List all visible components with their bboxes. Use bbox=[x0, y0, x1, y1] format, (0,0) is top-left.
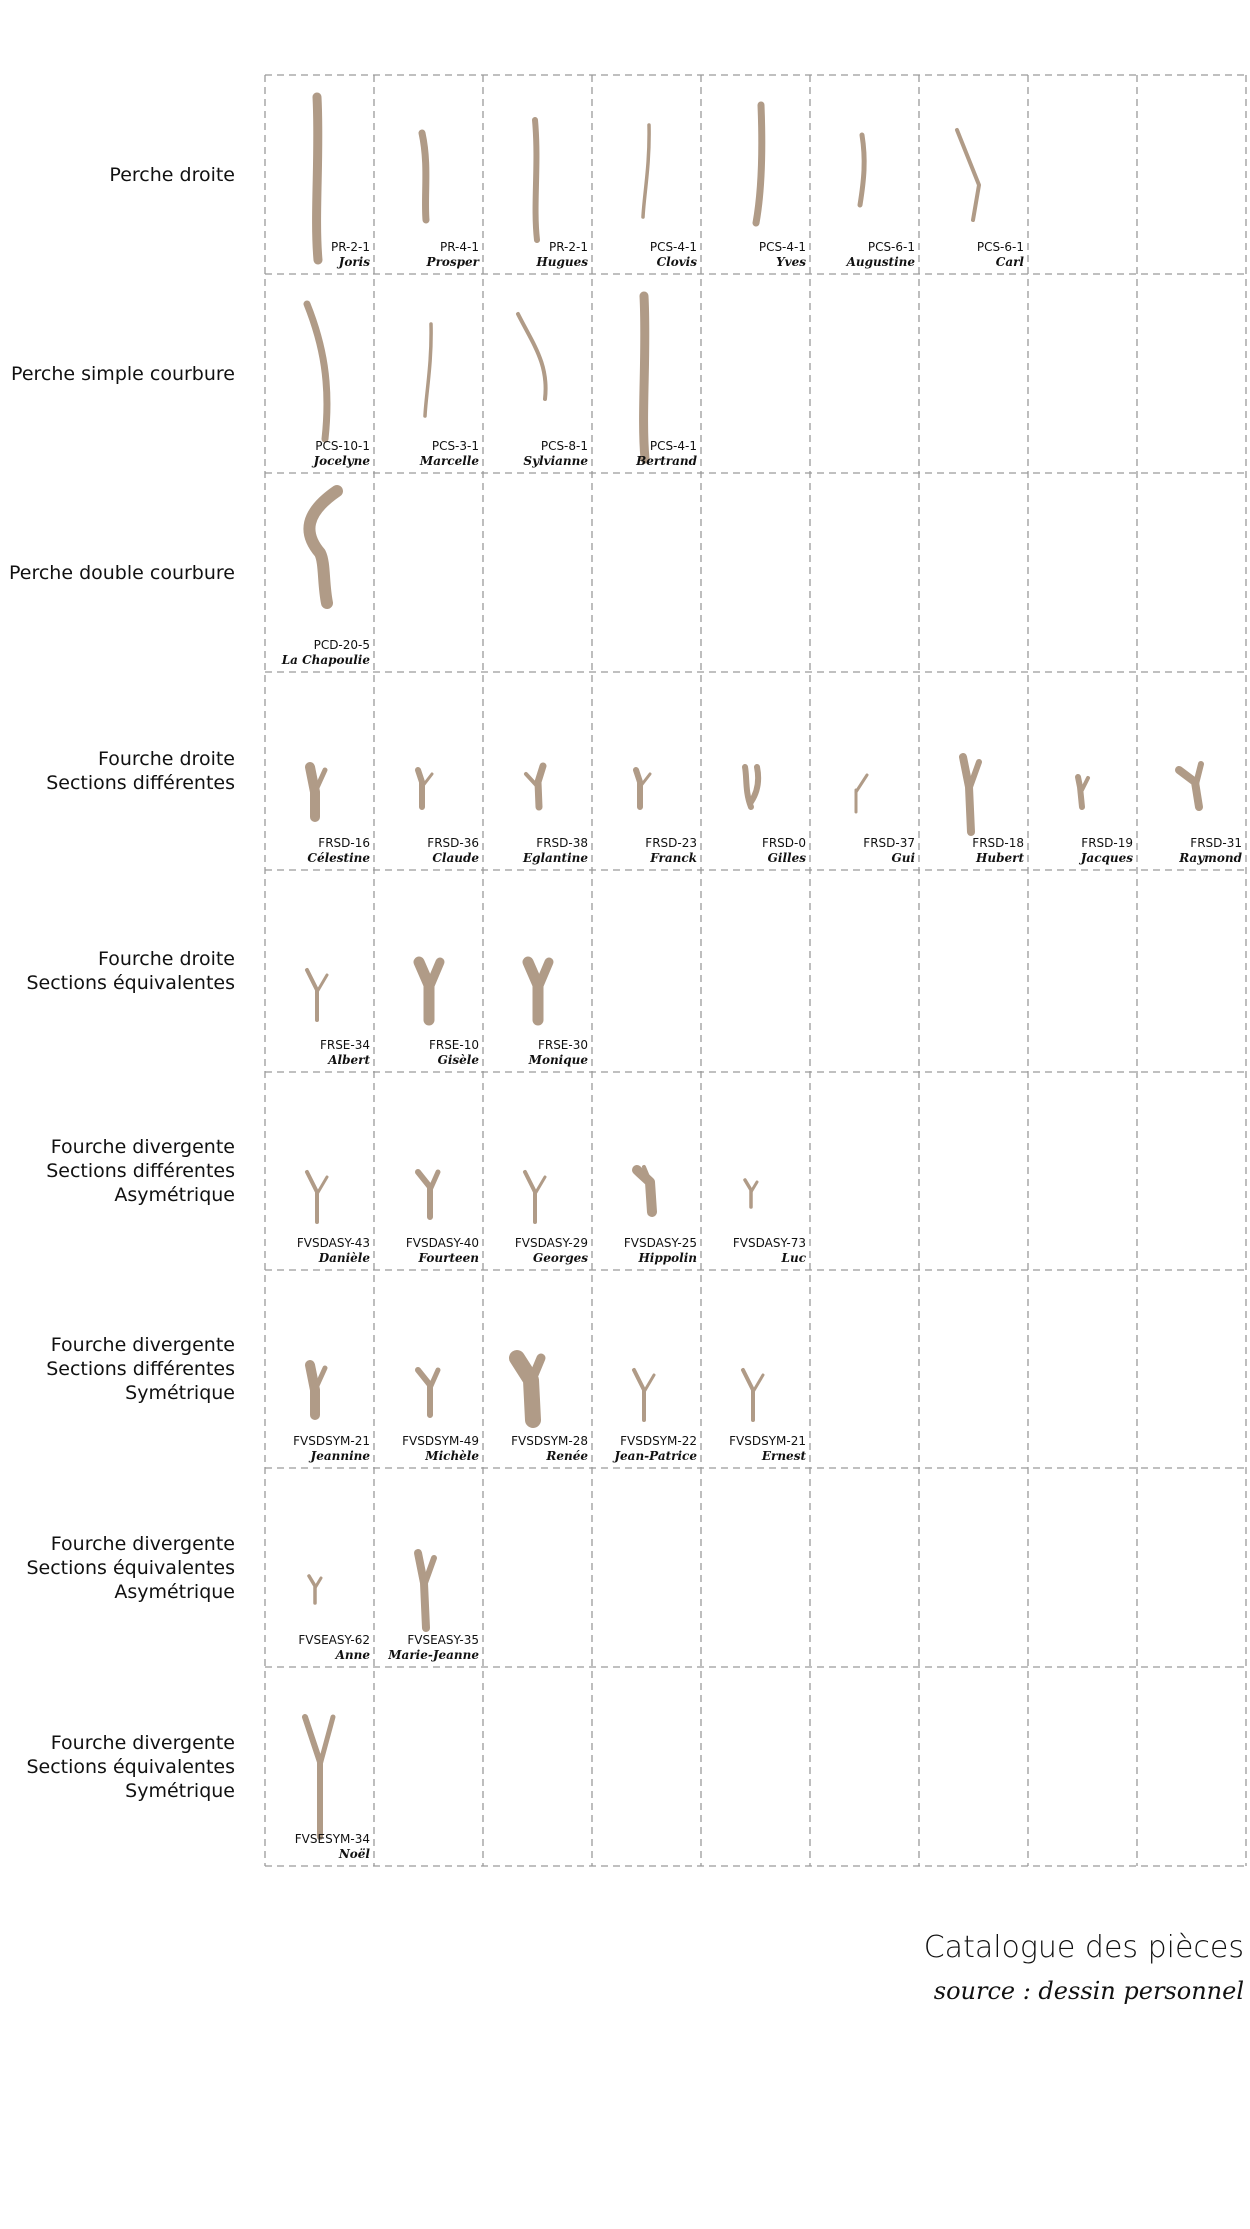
piece-name: Marcelle bbox=[419, 454, 479, 468]
piece-label bbox=[374, 1236, 479, 1266]
branch-stroke bbox=[636, 770, 640, 807]
piece-name: Jocelyne bbox=[313, 454, 370, 468]
piece-code: FRSD-0 bbox=[761, 836, 806, 850]
piece-label bbox=[592, 240, 697, 270]
piece-label bbox=[592, 1236, 697, 1266]
branch-stroke bbox=[753, 1375, 763, 1392]
piece-code: PCS-3-1 bbox=[431, 439, 479, 453]
piece-name: La Chapoulie bbox=[281, 653, 370, 667]
piece-label bbox=[265, 1434, 370, 1464]
piece-label bbox=[592, 836, 697, 866]
branch-stroke bbox=[425, 1558, 434, 1583]
caption bbox=[924, 1930, 1244, 2005]
branch-drawing bbox=[636, 770, 650, 807]
branch-stroke bbox=[970, 762, 979, 787]
branch-drawing bbox=[518, 314, 546, 399]
piece-name: Danièle bbox=[318, 1251, 370, 1265]
piece-label bbox=[265, 1832, 370, 1862]
piece-code: FVSDSYM-28 bbox=[511, 1434, 588, 1448]
piece-name: Georges bbox=[533, 1251, 588, 1265]
branch-stroke bbox=[418, 1172, 430, 1217]
branch-stroke bbox=[307, 1172, 317, 1222]
piece-name: Clovis bbox=[656, 255, 697, 269]
branch-stroke bbox=[1196, 764, 1201, 784]
branch-stroke bbox=[745, 1180, 751, 1207]
caption-source: source : dessin personnel bbox=[933, 1977, 1244, 2005]
piece-code: PCS-4-1 bbox=[649, 240, 697, 254]
piece-name: Marie-Jeanne bbox=[388, 1648, 479, 1662]
branch-stroke bbox=[751, 1182, 757, 1192]
piece-label bbox=[701, 240, 806, 270]
piece-code: FVSDSYM-21 bbox=[729, 1434, 806, 1448]
branch-stroke bbox=[422, 133, 426, 220]
piece-code: FRSE-10 bbox=[428, 1038, 479, 1052]
piece-label bbox=[919, 836, 1024, 866]
piece-code: FRSD-38 bbox=[536, 836, 588, 850]
branch-stroke bbox=[418, 770, 422, 807]
piece-label bbox=[265, 439, 370, 469]
piece-name: Gisèle bbox=[437, 1053, 479, 1067]
branch-stroke bbox=[963, 757, 971, 832]
caption-title: Catalogue des pièces bbox=[923, 1930, 1244, 1965]
piece-name: Joris bbox=[338, 255, 370, 269]
row-label: Perche simple courbure bbox=[11, 362, 235, 385]
branch-stroke bbox=[429, 962, 440, 988]
piece-code: FRSD-16 bbox=[318, 836, 370, 850]
branch-drawing bbox=[517, 1358, 541, 1420]
branch-stroke bbox=[644, 1375, 654, 1392]
piece-name: Yves bbox=[776, 255, 806, 269]
piece-label bbox=[265, 638, 370, 668]
branch-drawing bbox=[307, 970, 327, 1020]
row-label: Perche droite bbox=[109, 163, 235, 186]
branch-drawing bbox=[425, 324, 431, 416]
piece-name: Célestine bbox=[307, 851, 370, 865]
piece-code: PCS-6-1 bbox=[867, 240, 915, 254]
branch-stroke bbox=[531, 1358, 541, 1382]
branch-stroke bbox=[517, 1358, 533, 1420]
branch-stroke bbox=[315, 1578, 321, 1588]
branch-stroke bbox=[538, 962, 549, 988]
branch-drawing bbox=[1179, 764, 1201, 807]
piece-code: FVSDASY-29 bbox=[514, 1236, 588, 1250]
piece-label bbox=[265, 1236, 370, 1266]
piece-label bbox=[483, 1434, 588, 1464]
row-label: Fourche droite Sections équivalentes bbox=[26, 948, 235, 994]
piece-name: Renée bbox=[546, 1449, 588, 1463]
piece-label bbox=[374, 439, 479, 469]
branch-drawing bbox=[309, 1576, 321, 1603]
piece-label bbox=[265, 1038, 370, 1068]
piece-name: Jean-Patrice bbox=[614, 1449, 697, 1463]
branch-drawing bbox=[756, 105, 762, 223]
piece-code: FVSDSYM-21 bbox=[293, 1434, 370, 1448]
piece-name: Michèle bbox=[425, 1449, 479, 1463]
branch-drawing bbox=[418, 1553, 434, 1628]
branch-drawing bbox=[535, 120, 537, 240]
piece-label bbox=[374, 1038, 479, 1068]
piece-label bbox=[374, 240, 479, 270]
branch-stroke bbox=[317, 975, 327, 992]
piece-code: FVSDSYM-49 bbox=[402, 1434, 479, 1448]
piece-name: Sylvianne bbox=[523, 454, 588, 468]
piece-code: FRSD-37 bbox=[863, 836, 915, 850]
branch-drawing bbox=[963, 757, 979, 832]
row-label: Fourche divergente Sections différentes Asymétrique bbox=[46, 1136, 235, 1206]
branch-stroke bbox=[430, 1370, 438, 1388]
branch-drawing bbox=[526, 766, 543, 807]
branch-stroke bbox=[1078, 777, 1082, 807]
piece-name: Jacques bbox=[1080, 851, 1133, 865]
piece-label bbox=[919, 240, 1024, 270]
branch-stroke bbox=[957, 130, 979, 220]
branch-stroke bbox=[317, 97, 318, 260]
branch-drawing bbox=[745, 767, 758, 807]
piece-name: Augustine bbox=[846, 255, 915, 269]
piece-code: FVSDASY-25 bbox=[623, 1236, 697, 1250]
piece-name: Raymond bbox=[1179, 851, 1242, 865]
branch-stroke bbox=[743, 1370, 753, 1420]
piece-name: Claude bbox=[432, 851, 479, 865]
branch-stroke bbox=[1082, 778, 1088, 790]
row-label: Fourche divergente Sections équivalentes Asymétrique bbox=[26, 1532, 235, 1603]
branch-drawing bbox=[307, 304, 327, 439]
branch-stroke bbox=[320, 1717, 333, 1765]
piece-name: Anne bbox=[335, 1648, 370, 1662]
piece-label bbox=[483, 1038, 588, 1068]
branch-drawing bbox=[418, 1172, 438, 1217]
piece-code: PR-2-1 bbox=[548, 240, 588, 254]
branch-stroke bbox=[525, 1172, 535, 1222]
piece-name: Noël bbox=[338, 1847, 370, 1861]
branch-stroke bbox=[644, 296, 645, 459]
piece-label bbox=[483, 836, 588, 866]
piece-label bbox=[1028, 836, 1133, 866]
piece-label bbox=[483, 439, 588, 469]
branch-stroke bbox=[305, 1717, 320, 1837]
piece-name: Hugues bbox=[536, 255, 588, 269]
piece-label bbox=[265, 1633, 370, 1663]
piece-label bbox=[592, 1434, 697, 1464]
branch-stroke bbox=[309, 491, 337, 603]
branch-drawing bbox=[418, 770, 432, 807]
branch-drawing bbox=[528, 962, 549, 1020]
piece-code: PCS-6-1 bbox=[976, 240, 1024, 254]
branch-drawing bbox=[643, 125, 649, 217]
piece-label bbox=[374, 1633, 479, 1663]
branch-drawing bbox=[317, 97, 318, 260]
branch-drawing bbox=[310, 767, 325, 817]
piece-label bbox=[483, 240, 588, 270]
branch-drawing bbox=[419, 962, 440, 1020]
piece-code: FRSD-31 bbox=[1190, 836, 1242, 850]
piece-code: PCD-20-5 bbox=[313, 638, 370, 652]
branch-drawing bbox=[860, 135, 864, 205]
branch-drawing bbox=[856, 775, 867, 812]
piece-label bbox=[701, 1236, 806, 1266]
piece-code: FRSD-36 bbox=[427, 836, 479, 850]
branch-drawing bbox=[957, 130, 979, 220]
piece-code: FVSEASY-35 bbox=[407, 1633, 479, 1647]
piece-code: FVSDASY-43 bbox=[296, 1236, 370, 1250]
piece-label bbox=[810, 836, 915, 866]
piece-name: Monique bbox=[528, 1053, 588, 1067]
piece-code: FVSDASY-73 bbox=[732, 1236, 806, 1250]
piece-name: Carl bbox=[995, 255, 1024, 269]
branch-stroke bbox=[307, 970, 317, 1020]
piece-code: FVSDASY-40 bbox=[405, 1236, 479, 1250]
branch-stroke bbox=[425, 324, 431, 416]
branch-drawing bbox=[743, 1370, 763, 1420]
branch-stroke bbox=[535, 120, 537, 240]
branch-drawing bbox=[422, 133, 426, 220]
piece-label bbox=[810, 240, 915, 270]
piece-code: PCS-4-1 bbox=[758, 240, 806, 254]
branch-drawing bbox=[305, 1717, 333, 1837]
piece-code: FVSESYM-34 bbox=[294, 1832, 370, 1846]
piece-label bbox=[374, 836, 479, 866]
branch-drawing bbox=[637, 1167, 652, 1212]
piece-code: PCS-8-1 bbox=[540, 439, 588, 453]
branch-stroke bbox=[860, 135, 864, 205]
branch-stroke bbox=[307, 304, 327, 439]
piece-name: Jeannine bbox=[310, 1449, 370, 1463]
branch-drawing bbox=[525, 1172, 545, 1222]
piece-name: Luc bbox=[781, 1251, 806, 1265]
branch-stroke bbox=[535, 1177, 545, 1194]
piece-label bbox=[483, 1236, 588, 1266]
branch-stroke bbox=[643, 125, 649, 217]
branch-stroke bbox=[856, 775, 867, 792]
piece-code: PCS-10-1 bbox=[315, 439, 370, 453]
piece-code: FRSE-30 bbox=[537, 1038, 588, 1052]
piece-name: Ernest bbox=[761, 1449, 806, 1463]
piece-label bbox=[374, 1434, 479, 1464]
piece-name: Franck bbox=[650, 851, 697, 865]
branch-stroke bbox=[418, 1370, 430, 1415]
branch-drawing bbox=[418, 1370, 438, 1415]
row-label: Fourche droite Sections différentes bbox=[46, 748, 235, 794]
piece-name: Albert bbox=[328, 1053, 370, 1067]
piece-label bbox=[265, 240, 370, 270]
piece-code: FRSD-23 bbox=[645, 836, 697, 850]
piece-code: FRSD-18 bbox=[972, 836, 1024, 850]
branch-drawing bbox=[307, 1172, 327, 1222]
branch-drawing bbox=[1078, 777, 1088, 807]
piece-code: PR-4-1 bbox=[439, 240, 479, 254]
row-label: Fourche divergente Sections équivalentes Symétrique bbox=[26, 1731, 235, 1802]
branch-stroke bbox=[756, 105, 762, 223]
piece-name: Hubert bbox=[976, 851, 1024, 865]
branch-stroke bbox=[518, 314, 546, 399]
branch-stroke bbox=[751, 767, 758, 802]
piece-label bbox=[1137, 836, 1242, 866]
piece-code: FVSEASY-62 bbox=[298, 1633, 370, 1647]
branch-drawing bbox=[644, 296, 645, 459]
branch-stroke bbox=[634, 1370, 644, 1420]
piece-code: PCS-4-1 bbox=[649, 439, 697, 453]
piece-code: FVSDSYM-22 bbox=[620, 1434, 697, 1448]
piece-code: FRSE-34 bbox=[319, 1038, 370, 1052]
piece-label bbox=[701, 1434, 806, 1464]
branch-drawing bbox=[745, 1180, 757, 1207]
branch-stroke bbox=[309, 1576, 315, 1603]
row-label: Fourche divergente Sections différentes Symétrique bbox=[46, 1334, 235, 1404]
piece-name: Gui bbox=[891, 851, 915, 865]
branch-drawing bbox=[634, 1370, 654, 1420]
piece-code: FRSD-19 bbox=[1081, 836, 1133, 850]
piece-label bbox=[592, 439, 697, 469]
branch-stroke bbox=[430, 1172, 438, 1190]
piece-name: Eglantine bbox=[522, 851, 588, 865]
piece-name: Fourteen bbox=[418, 1251, 479, 1265]
branch-stroke bbox=[418, 1553, 426, 1628]
branch-drawing bbox=[310, 1365, 325, 1415]
piece-label bbox=[701, 836, 806, 866]
piece-name: Hippolin bbox=[638, 1251, 697, 1265]
piece-name: Gilles bbox=[767, 851, 806, 865]
piece-code: PR-2-1 bbox=[330, 240, 370, 254]
branch-stroke bbox=[317, 1177, 327, 1194]
piece-name: Bertrand bbox=[636, 454, 697, 468]
piece-name: Prosper bbox=[426, 255, 479, 269]
row-label: Perche double courbure bbox=[9, 561, 235, 584]
branch-drawing bbox=[309, 491, 337, 603]
piece-label bbox=[265, 836, 370, 866]
